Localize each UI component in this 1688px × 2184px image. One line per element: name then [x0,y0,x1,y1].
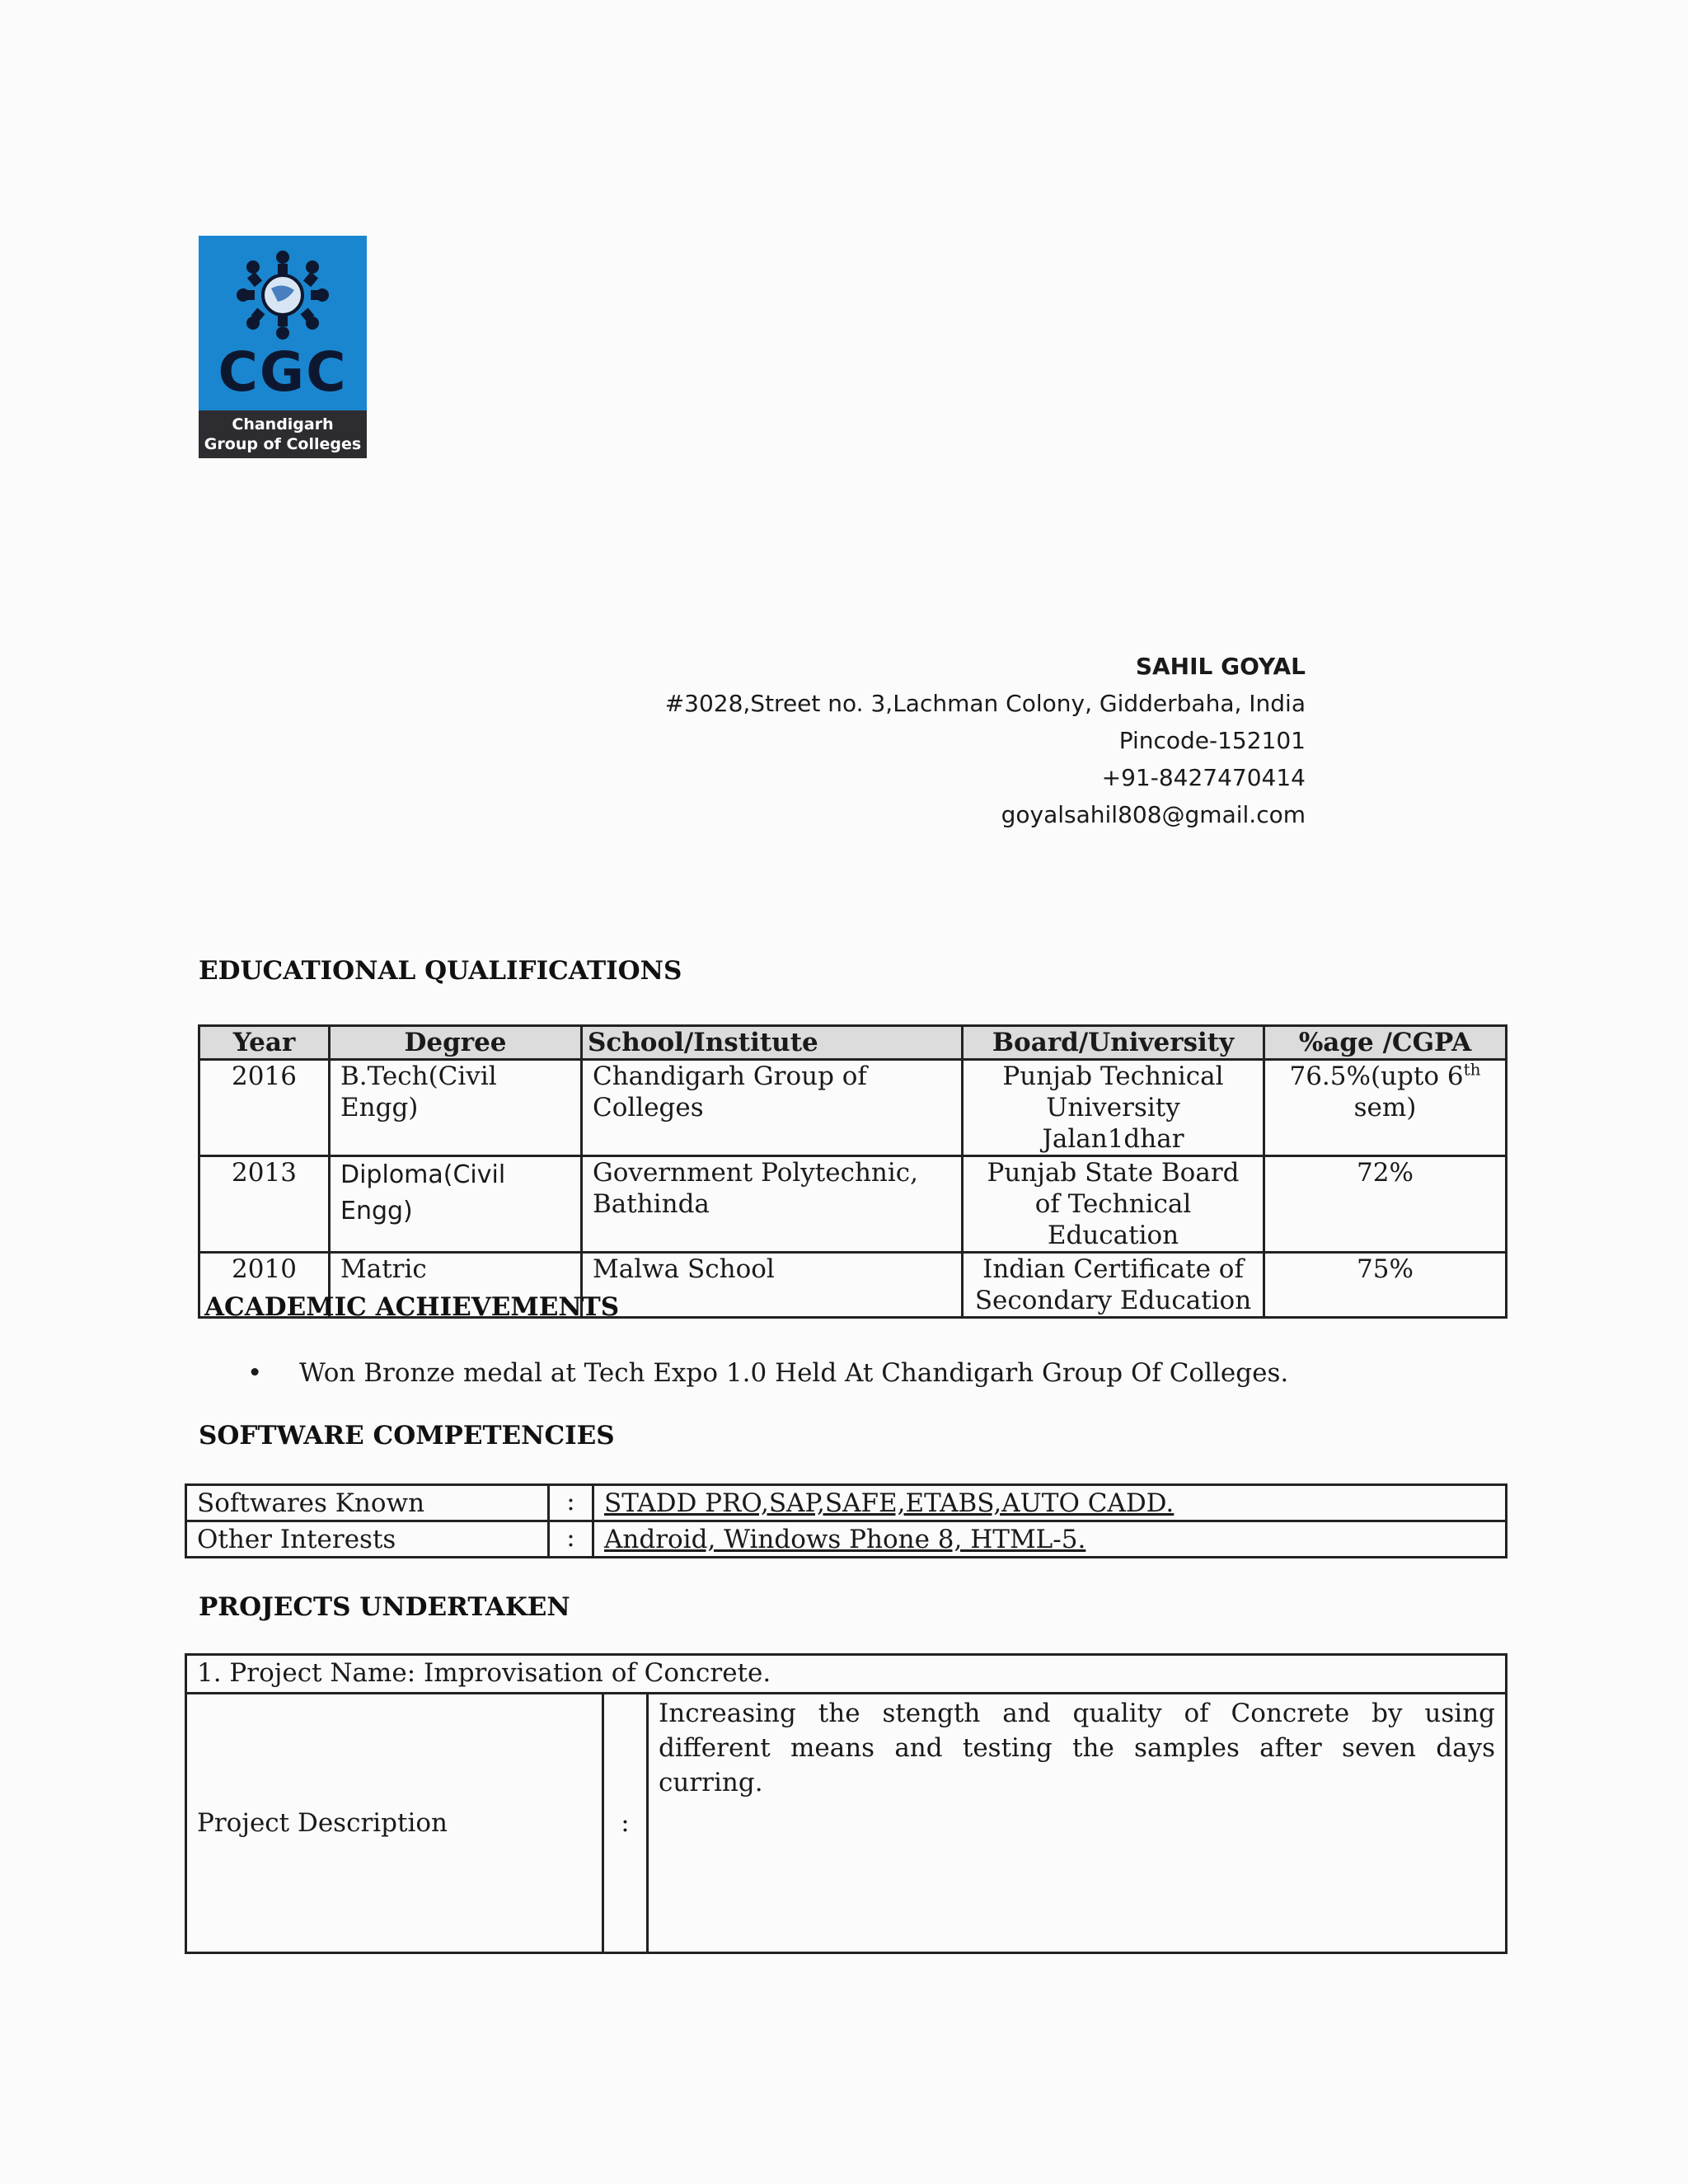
column-header-score: %age /CGPA [1264,1026,1507,1060]
column-header-degree: Degree [330,1026,582,1060]
school-cell: Malwa School [582,1253,963,1318]
applicant-name: SAHIL GOYAL [1135,653,1306,680]
interests-value [593,1521,1507,1558]
year-cell: 2013 [199,1156,330,1253]
table-row [199,1060,1507,1156]
separator: : [603,1694,648,1953]
column-header-board: Board/University [963,1026,1264,1060]
table-row [186,1694,1507,1953]
score-value: 76.5%(upto 6 [1289,1062,1464,1091]
education-section-title: EDUCATIONAL QUALIFICATIONS [199,956,682,986]
logo-caption-line1: Chandigarh [232,415,334,434]
separator: : [549,1485,593,1521]
score-cell: 75% [1264,1253,1507,1318]
achievements-section-title: ACADEMIC ACHIEVEMENTS [204,1292,620,1322]
school-cell: Chandigarh Group of Colleges [582,1060,963,1156]
table-row [199,1156,1507,1253]
score-cell [1264,1060,1507,1156]
interests-value-text: Android, Windows Phone 8, HTML-5. [604,1525,1086,1554]
project-heading: 1. Project Name: Improvisation of Concrete. [186,1655,1507,1694]
separator: : [549,1521,593,1558]
pincode: Pincode-152101 [1118,727,1306,754]
list-item: • Won Bronze medal at Tech Expo 1.0 Held At Chandigarh Group Of Colleges. [247,1357,1288,1390]
table-row [186,1485,1507,1521]
interests-label: Other Interests [186,1521,549,1558]
projects-table [185,1653,1507,1954]
email-address[interactable]: goyalsahil808@gmail.com [1001,801,1306,828]
software-value [593,1485,1507,1521]
degree-cell: Matric [330,1253,582,1318]
degree-cell: B.Tech(Civil Engg) [330,1060,582,1156]
board-cell: Indian Certificate of Secondary Education [963,1253,1264,1318]
column-header-year: Year [199,1026,330,1060]
logo-caption-line2: Group of Colleges [204,435,362,453]
degree-cell: Diploma(Civil Engg) [330,1156,582,1253]
contact-block [577,648,1306,833]
education-table [198,1024,1507,1319]
table-row [186,1521,1507,1558]
phone-number: +91-8427470414 [1101,764,1306,791]
achievements-list [247,1357,1288,1390]
software-section-title: SOFTWARE COMPETENCIES [199,1421,615,1451]
software-label: Softwares Known [186,1485,549,1521]
board-cell: Punjab Technical University Jalan1dhar [963,1060,1264,1156]
project-description-label: Project Description [186,1694,603,1953]
year-cell: 2010 [199,1253,330,1318]
score-cell: 72% [1264,1156,1507,1253]
column-header-school: School/Institute [582,1026,963,1060]
score-superscript: th [1463,1059,1481,1080]
school-cell: Government Polytechnic, Bathinda [582,1156,963,1253]
table-header-row [199,1026,1507,1060]
logo-caption [199,410,367,458]
project-description-text: Increasing the stength and quality of Concrete by using different means and testing the samples after seven days curring. [648,1694,1507,1953]
score-tail: sem) [1353,1093,1417,1122]
address: #3028,Street no. 3,Lachman Colony, Gidderbaha, India [664,690,1306,717]
college-logo [199,236,367,458]
software-table [185,1483,1507,1558]
year-cell: 2016 [199,1060,330,1156]
software-value-text: STADD PRO,SAP,SAFE,ETABS,AUTO CADD. [604,1488,1175,1518]
table-row [186,1655,1507,1694]
people-globe-icon [199,236,367,351]
board-cell: Punjab State Board of Technical Education [963,1156,1264,1253]
logo-letters: CGC [218,340,348,404]
projects-section-title: PROJECTS UNDERTAKEN [199,1592,570,1622]
